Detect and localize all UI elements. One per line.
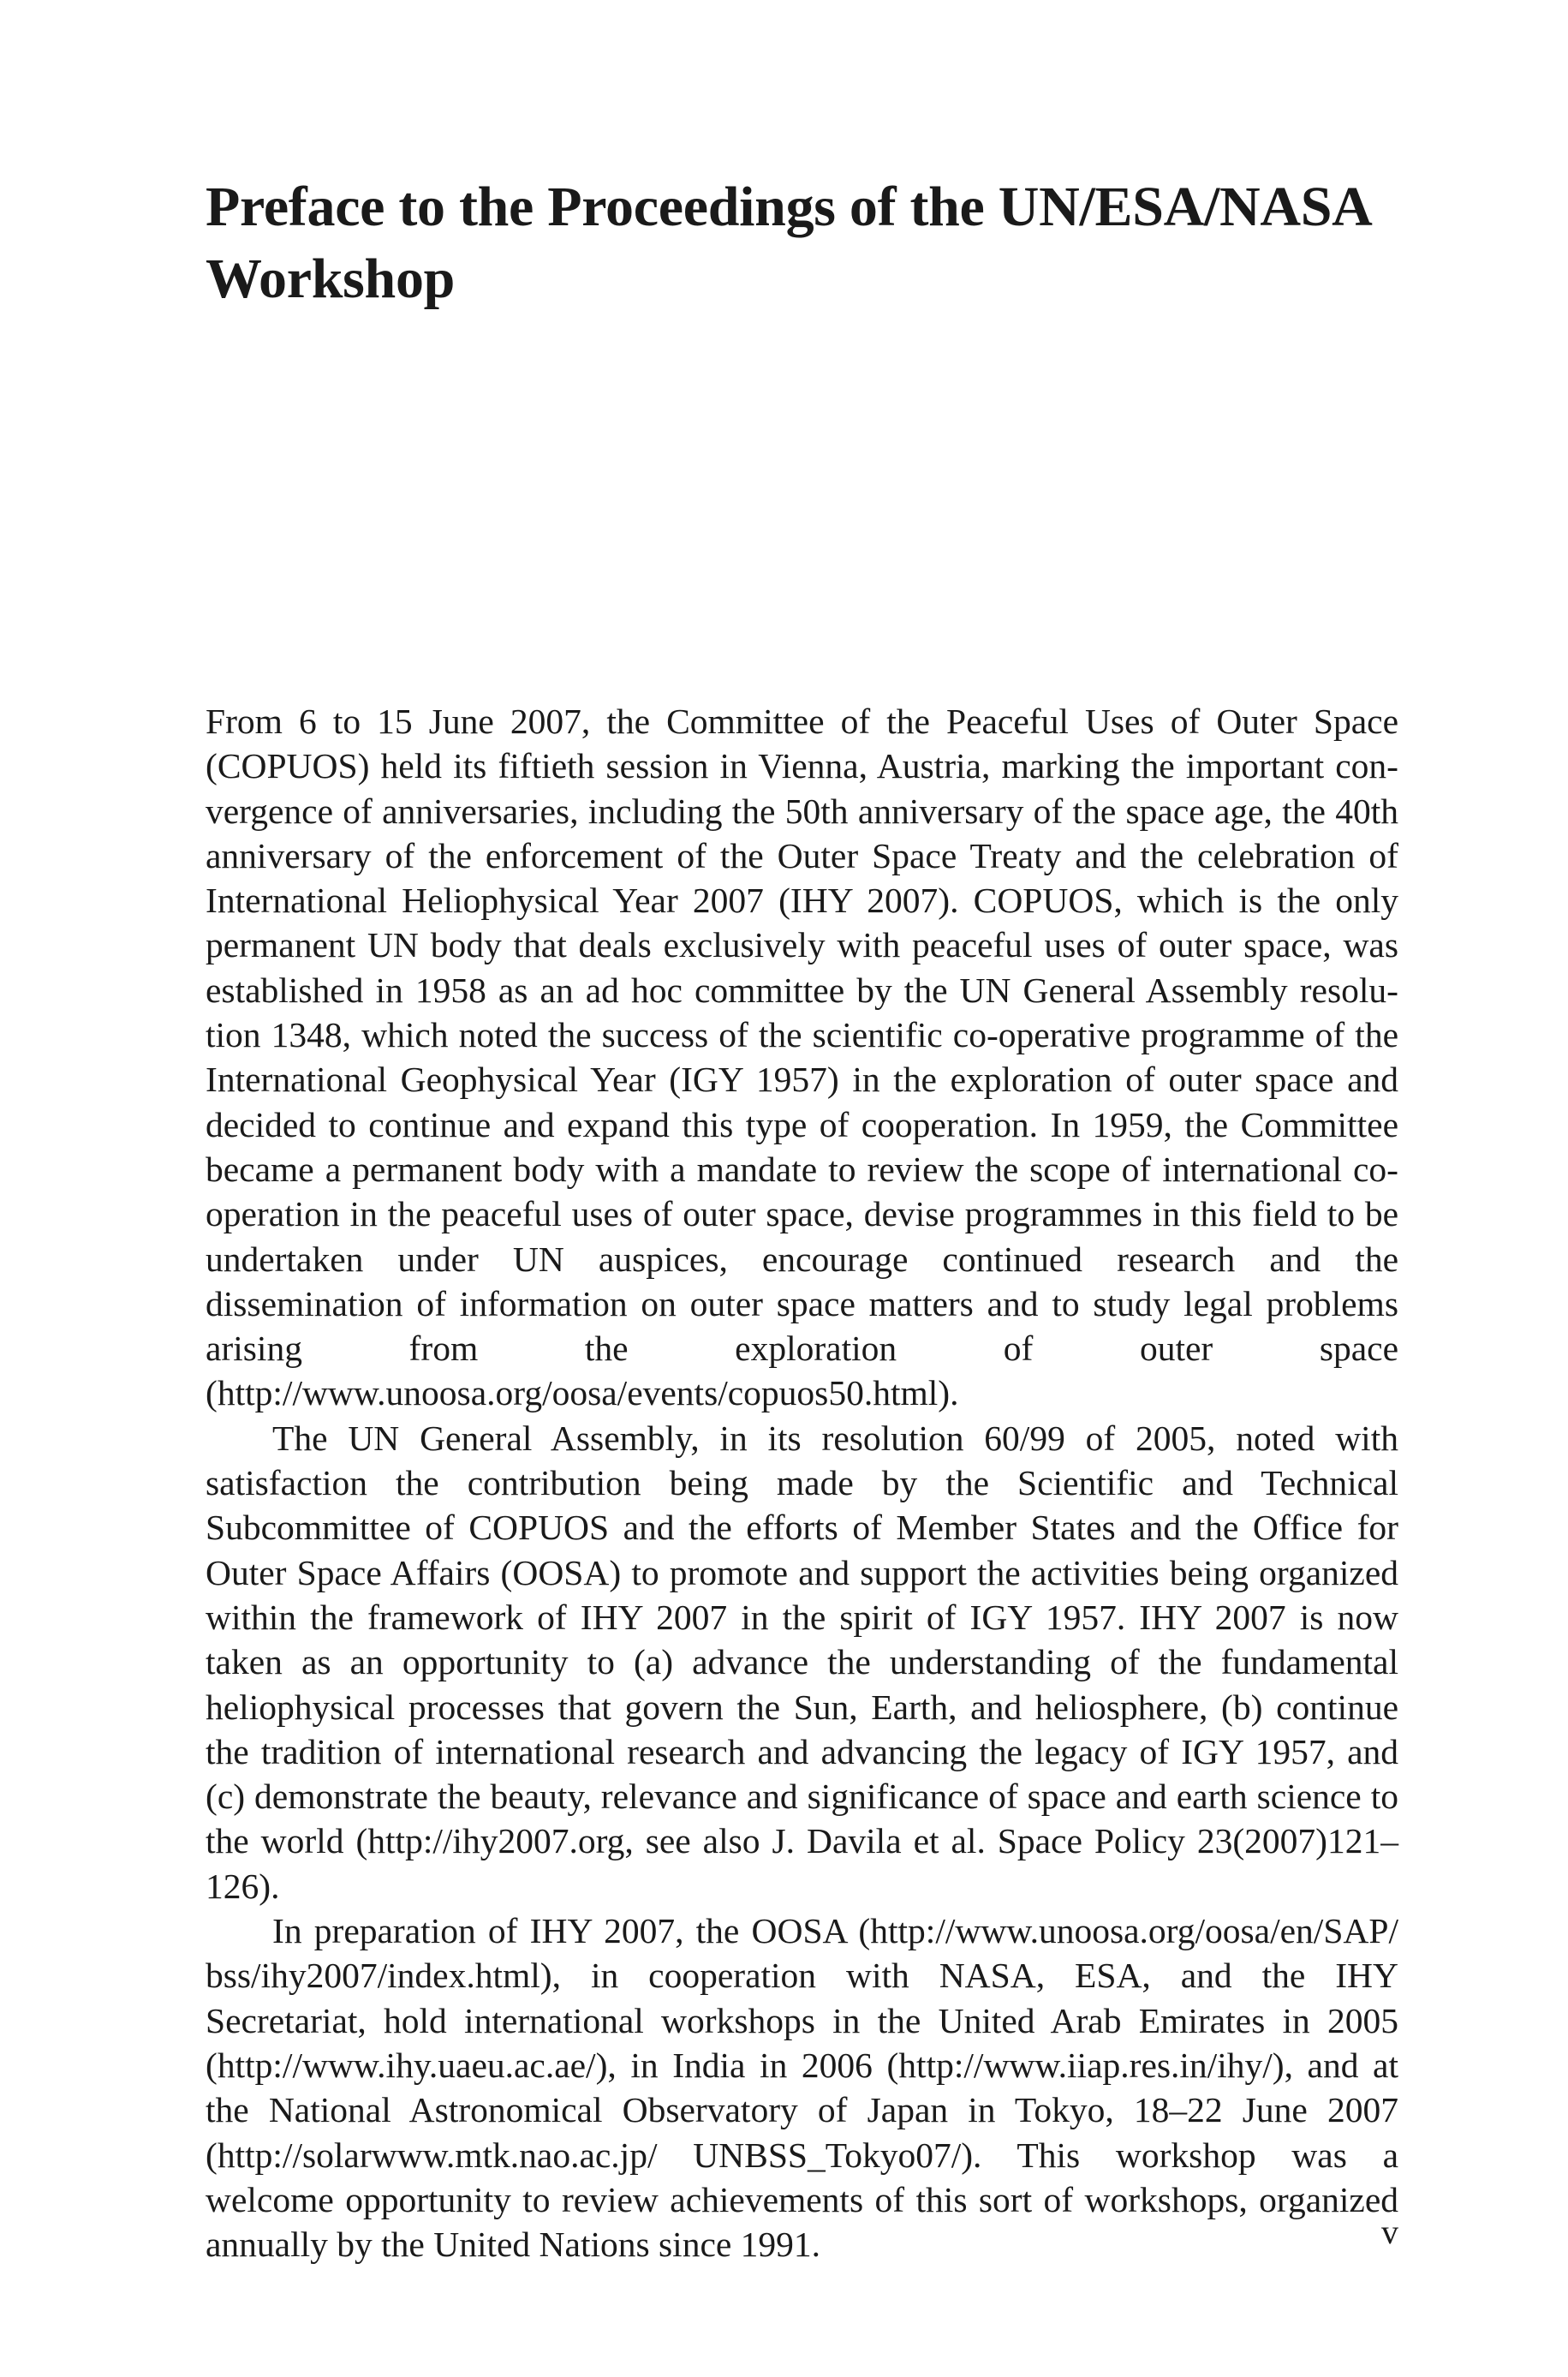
paragraph-3: In preparation of IHY 2007, the OOSA (http://www.unoosa.org/oosa/en/SAP/​bss/ihy2007/index.html), in cooperation with NASA, ESA, and the IHY Secretariat, hold international workshops in the United Arab Emirates in 2005 (http://www.ihy.​uaeu.ac.ae/), in India in 2006 (http://www.iiap.res.in/ihy/), and at the National Astronomical Observatory of Japan in Tokyo, 18–22 June 2007 (http://solarwww.​mtk.nao.ac.jp/ UNBSS_Tokyo07/). This workshop was a welcome opportunity to review achievements of this sort of workshops, organized annually by the United Nations since 1991. <box>206 1911 1398 2265</box>
title-line-1: Preface to the Proceedings of the UN/ESA/NASA <box>206 176 1373 238</box>
title-line-2: Workshop <box>206 248 456 310</box>
page-title <box>206 171 1404 315</box>
paragraph-1: From 6 to 15 June 2007, the Committee of the Peaceful Uses of Outer Space (COPUOS) held its fiftieth session in Vienna, Austria, marking the important convergence of anniversaries, including the 50th anniversary of the space age, the 40th anniversary of the enforcement of the Outer Space Treaty and the celebration of International Heliophysical Year 2007 (IHY 2007). COPUOS, which is the only permanent UN body that deals exclusively with peaceful uses of outer space, was established in 1958 as an ad hoc committee by the UN General Assembly resolution 1348, which noted the success of the scientific co-operative programme of the International Geophysical Year (IGY 1957) in the exploration of outer space and decided to continue and expand this type of cooperation. In 1959, the Committee became a permanent body with a mandate to review the scope of international co-operation in the peaceful uses of outer space, devise programmes in this field to be undertaken under UN auspices, encourage continued research and the dissemination of information on outer space matters and to study legal problems arising from the exploration of outer space (http://www.unoosa.org/oosa/events/copuos50.html). <box>206 702 1398 1413</box>
page-number: v <box>1381 2213 1398 2251</box>
body-text <box>206 699 1398 2267</box>
paragraph-2: The UN General Assembly, in its resolution 60/99 of 2005, noted with satisfaction the contribution being made by the Scientific and Technical Subcommittee of COPUOS and the efforts of Member States and the Office for Outer Space Affairs (OOSA) to promote and support the activities being organized within the framework of IHY 2007 in the spirit of IGY 1957. IHY 2007 is now taken as an opportunity to (a) advance the understanding of the fundamental heliophysical processes that govern the Sun, Earth, and heliosphere, (b) continue the tradition of international research and advancing the legacy of IGY 1957, and (c) demonstrate the beauty, relevance and significance of space and earth science to the world (http://ihy2007.org, see also J. Davila et al. Space Policy 23(2007)121–126). <box>206 1418 1398 1906</box>
